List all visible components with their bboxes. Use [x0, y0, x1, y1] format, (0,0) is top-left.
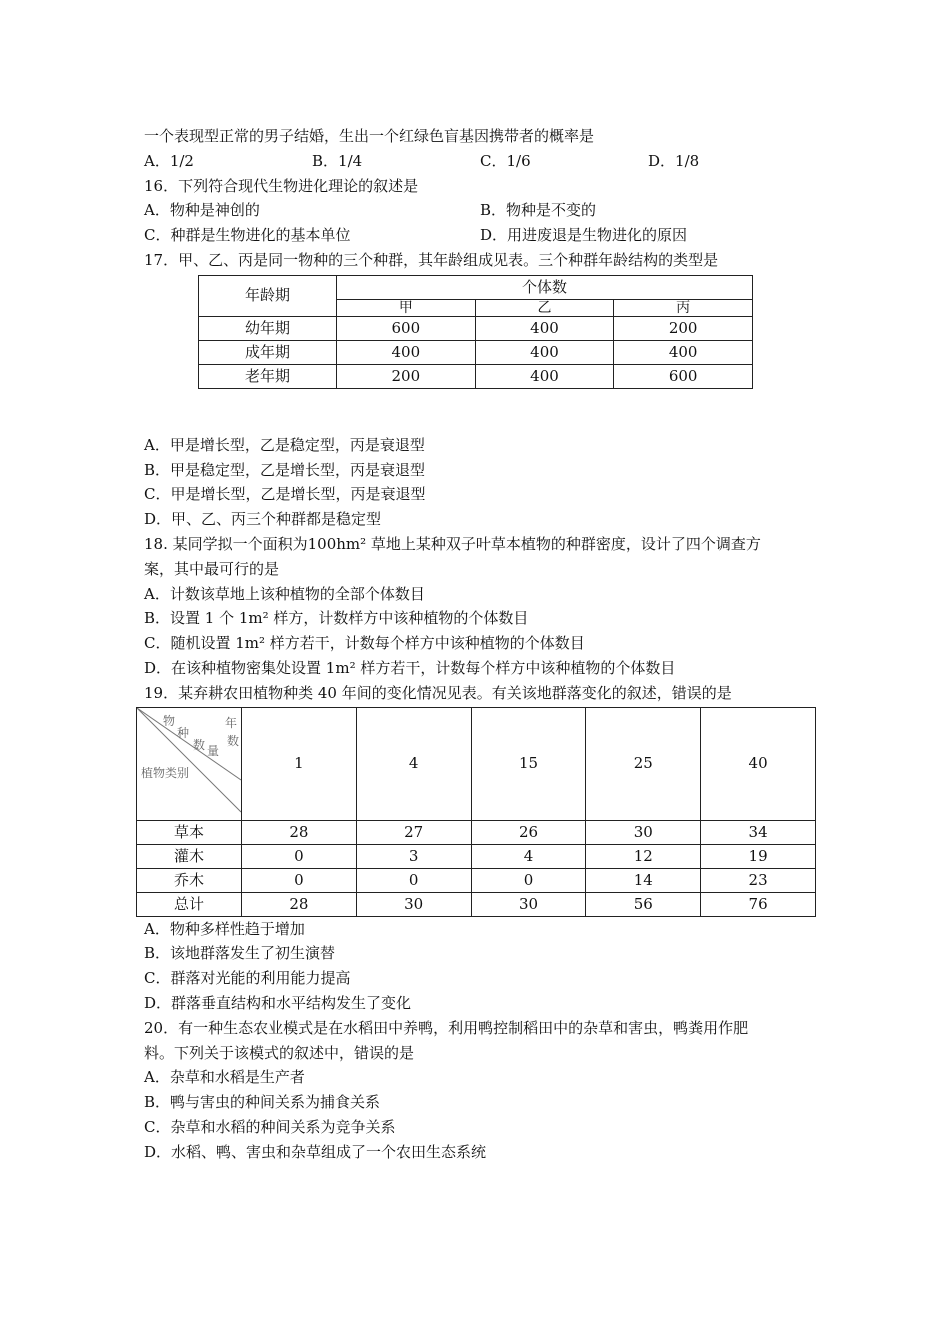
table-cell: 27 — [356, 820, 471, 844]
q20-stem-line1: 20．有一种生态农业模式是在水稻田中养鸭，利用鸭控制稻田中的杂草和害虫，鸭粪用作肥 — [144, 1018, 749, 1037]
row-label: 老年期 — [199, 364, 337, 388]
q20-option-c: C．杂草和水稻的种间关系为竞争关系 — [144, 1117, 396, 1136]
table-row — [199, 340, 753, 364]
row-label: 草本 — [137, 820, 242, 844]
q17-option-a: A．甲是增长型，乙是稳定型，丙是衰退型 — [144, 435, 425, 454]
year-header: 1 — [242, 707, 357, 820]
year-header: 25 — [586, 707, 701, 820]
corner-label: 物 — [163, 713, 176, 728]
q17-stem: 17．甲、乙、丙是同一物种的三个种群，其年龄组成见表。三个种群年龄结构的类型是 — [144, 250, 719, 269]
q15-option-d: D．1/8 — [648, 151, 700, 170]
q20-stem-line2: 料。下列关于该模式的叙述中，错误的是 — [144, 1043, 415, 1062]
q17-group-header: 个体数 — [337, 275, 753, 299]
table-cell: 0 — [471, 868, 586, 892]
table-cell: 28 — [242, 820, 357, 844]
q16-option-a: A．物种是神创的 — [144, 201, 260, 220]
q15-option-c: C．1/6 — [480, 151, 531, 170]
table-cell: 30 — [356, 892, 471, 916]
table-cell: 400 — [475, 340, 614, 364]
q18-stem-line1: 18. 某同学拟一个面积为100hm² 草地上某种双子叶草本植物的种群密度，设计了四个调查方 — [144, 534, 761, 553]
table-cell: 14 — [586, 868, 701, 892]
q19-option-d: D．群落垂直结构和水平结构发生了变化 — [144, 993, 412, 1012]
row-label: 灌木 — [137, 844, 242, 868]
table-cell: 23 — [701, 868, 816, 892]
table-cell: 3 — [356, 844, 471, 868]
corner-label: 数 — [227, 733, 240, 748]
corner-label: 种 — [177, 725, 190, 740]
table-cell: 4 — [471, 844, 586, 868]
table-cell: 600 — [337, 316, 476, 340]
corner-label: 量 — [207, 743, 220, 758]
q19-succession-table — [136, 707, 816, 917]
table-row — [137, 820, 816, 844]
year-header: 4 — [356, 707, 471, 820]
table-cell: 56 — [586, 892, 701, 916]
table-cell: 30 — [586, 820, 701, 844]
q19-diagonal-header — [137, 707, 242, 820]
q17-col-header: 乙 — [475, 299, 614, 316]
q16-option-d: D．用进废退是生物进化的原因 — [480, 226, 688, 245]
q16-option-b: B．物种是不变的 — [480, 201, 597, 220]
row-label: 成年期 — [199, 340, 337, 364]
year-header: 15 — [471, 707, 586, 820]
q16-option-c: C．种群是生物进化的基本单位 — [144, 226, 351, 245]
table-cell: 19 — [701, 844, 816, 868]
table-cell: 400 — [475, 364, 614, 388]
table-cell: 28 — [242, 892, 357, 916]
table-cell: 200 — [337, 364, 476, 388]
table-cell: 600 — [614, 364, 753, 388]
table-cell: 0 — [356, 868, 471, 892]
table-cell: 34 — [701, 820, 816, 844]
table-row — [199, 364, 753, 388]
table-row — [137, 892, 816, 916]
q18-option-d: D．在该种植物密集处设置 1m² 样方若干，计数每个样方中该种植物的个体数目 — [144, 658, 676, 677]
q18-option-a: A．计数该草地上该种植物的全部个体数目 — [144, 584, 425, 603]
table-cell: 200 — [614, 316, 753, 340]
q17-option-c: C．甲是增长型，乙是增长型，丙是衰退型 — [144, 485, 426, 504]
row-label: 乔木 — [137, 868, 242, 892]
table-cell: 30 — [471, 892, 586, 916]
year-header: 40 — [701, 707, 816, 820]
table-cell: 76 — [701, 892, 816, 916]
q16-stem: 16．下列符合现代生物进化理论的叙述是 — [144, 176, 419, 195]
table-cell: 400 — [475, 316, 614, 340]
table-cell: 26 — [471, 820, 586, 844]
q19-option-a: A．物种多样性趋于增加 — [144, 919, 305, 938]
q17-option-b: B．甲是稳定型，乙是增长型，丙是衰退型 — [144, 460, 426, 479]
q17-col-header: 甲 — [337, 299, 476, 316]
exam-page — [141, 124, 824, 1165]
table-cell: 0 — [242, 868, 357, 892]
q15-option-a: A．1/2 — [144, 151, 194, 170]
table-row — [199, 316, 753, 340]
q20-option-b: B．鸭与害虫的种间关系为捕食关系 — [144, 1093, 381, 1112]
q17-option-d: D．甲、乙、丙三个种群都是稳定型 — [144, 510, 382, 529]
table-cell: 0 — [242, 844, 357, 868]
row-label: 幼年期 — [199, 316, 337, 340]
table-cell: 12 — [586, 844, 701, 868]
q15-options — [144, 149, 824, 174]
q17-age-table — [198, 275, 753, 389]
table-cell: 400 — [337, 340, 476, 364]
q15-stem-tail: 一个表现型正常的男子结婚，生出一个红绿色盲基因携带者的概率是 — [144, 127, 595, 145]
q18-option-b: B．设置 1 个 1m² 样方，计数样方中该种植物的个体数目 — [144, 609, 529, 628]
q16-options-row2 — [144, 223, 824, 248]
corner-label: 年 — [225, 715, 238, 730]
q19-option-c: C．群落对光能的利用能力提高 — [144, 969, 351, 988]
q19-stem: 19．某弃耕农田植物种类 40 年间的变化情况见表。有关该地群落变化的叙述，错误的是 — [144, 683, 732, 702]
q17-col-header: 丙 — [614, 299, 753, 316]
q15-option-b: B．1/4 — [312, 151, 363, 170]
q16-options-row1 — [144, 198, 824, 223]
corner-label: 植物类别 — [141, 765, 190, 780]
row-label: 总计 — [137, 892, 242, 916]
q20-option-a: A．杂草和水稻是生产者 — [144, 1068, 305, 1087]
q17-corner-header: 年龄期 — [199, 275, 337, 316]
table-cell: 400 — [614, 340, 753, 364]
corner-label: 数 — [193, 737, 206, 752]
q19-option-b: B．该地群落发生了初生演替 — [144, 944, 336, 963]
q18-stem-line2: 案，其中最可行的是 — [144, 559, 280, 578]
table-row — [137, 844, 816, 868]
table-row — [137, 868, 816, 892]
q18-option-c: C．随机设置 1m² 样方若干，计数每个样方中该种植物的个体数目 — [144, 634, 585, 653]
q20-option-d: D．水稻、鸭、害虫和杂草组成了一个农田生态系统 — [144, 1142, 487, 1161]
